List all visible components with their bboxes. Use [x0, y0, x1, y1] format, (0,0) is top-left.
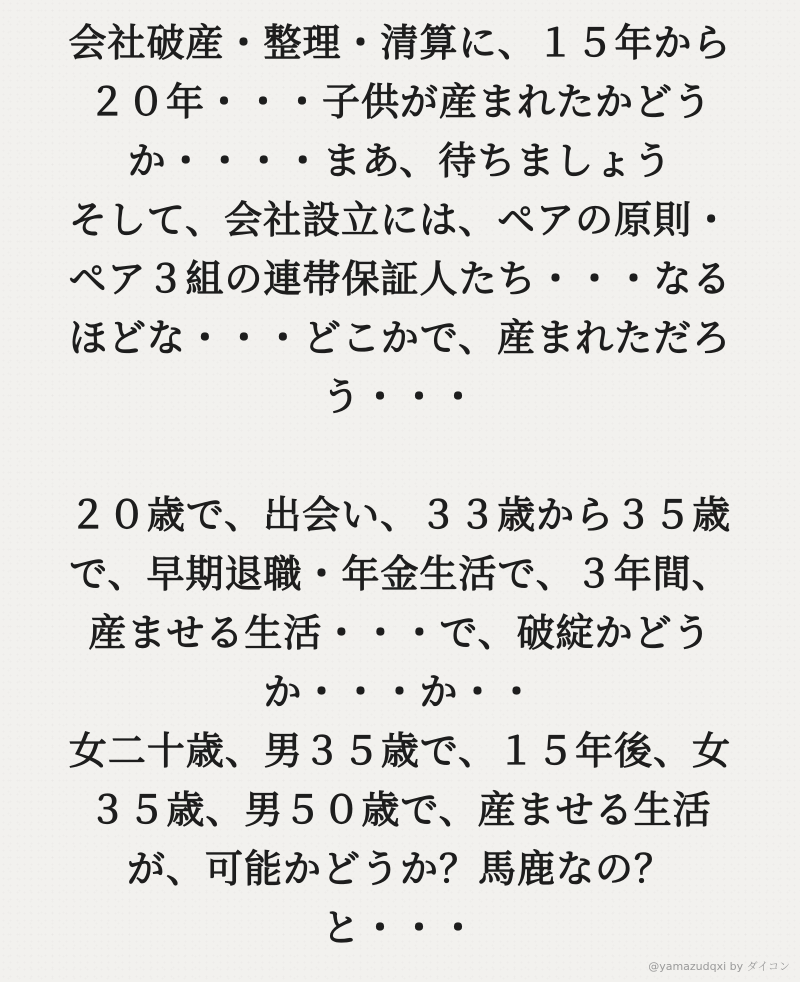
text-line: そして、会社設立には、ペアの原則・: [68, 198, 732, 242]
watermark: @yamazudqxi by ダイコン: [648, 960, 790, 973]
paragraph-spacer: [0, 427, 800, 486]
text-line: で、早期退職・年金生活で、３年間、: [69, 552, 731, 596]
text-line: 女二十歳、男３５歳で、１５年後、女: [68, 729, 732, 773]
text-line: ほどな・・・どこかで、産まれただろ: [68, 316, 732, 360]
text-line: 産ませる生活・・・で、破綻かどう: [88, 611, 712, 655]
text-line: か・・・か・・: [263, 670, 537, 714]
text-line: と・・・: [321, 906, 478, 950]
text-line: う・・・: [321, 375, 478, 419]
text-line: か・・・・まあ、待ちましょう: [127, 139, 673, 183]
text-line: ２０年・・・子供が産まれたかどう: [87, 80, 712, 124]
paragraph-2: [0, 486, 800, 958]
paragraph-1: [0, 14, 800, 427]
text-line: ３５歳、男５０歳で、産ませる生活: [88, 788, 712, 832]
text-line: ２０歳で、出会い、３３歳から３５歳: [68, 493, 732, 537]
text-line: 会社破産・整理・清算に、１５年から: [68, 21, 732, 65]
text-line: が、可能かどうか？馬鹿なの？: [126, 847, 673, 891]
text-line: ペア３組の連帯保証人たち・・・なる: [68, 257, 732, 301]
